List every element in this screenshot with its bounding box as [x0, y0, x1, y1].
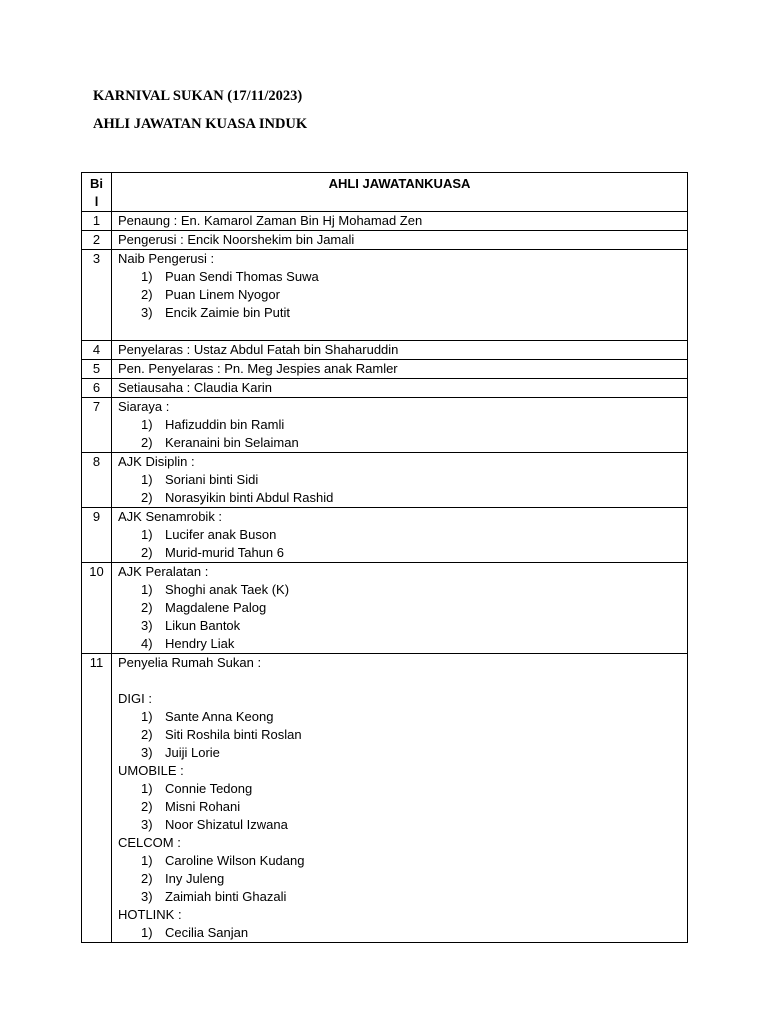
row-text: Setiausaha : Claudia Karin — [112, 379, 688, 398]
table-row — [82, 654, 688, 943]
section-label: AJK Senamrobik : — [118, 509, 223, 524]
row-list — [112, 250, 688, 341]
section-label: Penyelia Rumah Sukan : — [118, 655, 262, 670]
list-item — [118, 434, 687, 452]
row-list — [112, 508, 688, 563]
list-item — [118, 635, 687, 653]
item-number: 1) — [141, 925, 153, 940]
list-item — [118, 780, 687, 798]
row-number: 5 — [82, 360, 112, 379]
list-item — [118, 888, 687, 906]
item-number: 1) — [141, 527, 153, 542]
row-number: 10 — [82, 563, 112, 654]
row-list — [112, 654, 688, 943]
item-number: 2) — [141, 799, 153, 814]
house-label-celcom: CELCOM : — [118, 835, 181, 850]
item-name: Misni Rohani — [165, 799, 241, 814]
list-item — [118, 924, 687, 942]
item-number: 4) — [141, 636, 153, 651]
item-number: 1) — [141, 781, 153, 796]
section-label: AJK Disiplin : — [118, 454, 195, 469]
house-label-umobile: UMOBILE : — [118, 763, 184, 778]
item-number: 2) — [141, 871, 153, 886]
item-name: Noor Shizatul Izwana — [165, 817, 288, 832]
item-name: Magdalene Palog — [165, 600, 267, 615]
header-bil-line2: l — [94, 194, 99, 209]
item-number: 3) — [141, 889, 153, 904]
item-name: Caroline Wilson Kudang — [165, 853, 305, 868]
item-number: 2) — [141, 600, 153, 615]
row-list — [112, 398, 688, 453]
table-row — [82, 341, 688, 360]
list-item — [118, 268, 687, 286]
list-item — [118, 798, 687, 816]
row-number: 3 — [82, 250, 112, 341]
row-text: Pen. Penyelaras : Pn. Meg Jespies anak Ramler — [112, 360, 688, 379]
item-name: Soriani binti Sidi — [165, 472, 259, 487]
item-name: Keranaini bin Selaiman — [165, 435, 299, 450]
item-name: Juiji Lorie — [165, 745, 220, 760]
list-item — [118, 870, 687, 888]
document-title: KARNIVAL SUKAN (17/11/2023) — [93, 88, 303, 104]
item-name: Lucifer anak Buson — [165, 527, 277, 542]
table-header-row — [82, 173, 688, 212]
list-item — [118, 544, 687, 562]
item-name: Shoghi anak Taek (K) — [165, 582, 290, 597]
item-name: Hafizuddin bin Ramli — [165, 417, 285, 432]
table-row — [82, 231, 688, 250]
item-name: Puan Linem Nyogor — [165, 287, 280, 302]
item-number: 2) — [141, 287, 153, 302]
list-item — [118, 416, 687, 434]
item-name: Cecilia Sanjan — [165, 925, 249, 940]
row-text: Penaung : En. Kamarol Zaman Bin Hj Mohamad Zen — [112, 212, 688, 231]
item-name: Encik Zaimie bin Putit — [165, 305, 290, 320]
item-number: 2) — [141, 545, 153, 560]
table-row — [82, 379, 688, 398]
item-number: 2) — [141, 490, 153, 505]
section-label: AJK Peralatan : — [118, 564, 209, 579]
section-label: Siaraya : — [118, 399, 170, 414]
item-number: 1) — [141, 269, 153, 284]
row-number: 1 — [82, 212, 112, 231]
spacer — [118, 322, 687, 340]
list-item — [118, 852, 687, 870]
header-ahli-jawatankuasa: AHLI JAWATANKUASA — [112, 173, 688, 212]
item-name: Murid-murid Tahun 6 — [165, 545, 284, 560]
list-item — [118, 304, 687, 322]
list-item — [118, 708, 687, 726]
item-name: Siti Roshila binti Roslan — [165, 727, 302, 742]
list-item — [118, 744, 687, 762]
section-label: Naib Pengerusi : — [118, 251, 215, 266]
header-bil — [82, 173, 112, 212]
table-row — [82, 250, 688, 341]
row-number: 2 — [82, 231, 112, 250]
table-row — [82, 508, 688, 563]
row-number: 11 — [82, 654, 112, 943]
item-number: 3) — [141, 745, 153, 760]
item-number: 1) — [141, 709, 153, 724]
document-subtitle: AHLI JAWATAN KUASA INDUK — [93, 116, 308, 132]
item-number: 2) — [141, 435, 153, 450]
row-list — [112, 453, 688, 508]
item-number: 1) — [141, 417, 153, 432]
list-item — [118, 726, 687, 744]
list-item — [118, 526, 687, 544]
item-name: Puan Sendi Thomas Suwa — [165, 269, 319, 284]
item-number: 2) — [141, 727, 153, 742]
row-number: 9 — [82, 508, 112, 563]
table-row — [82, 212, 688, 231]
item-number: 1) — [141, 582, 153, 597]
spacer — [118, 672, 687, 690]
table-row — [82, 563, 688, 654]
row-number: 8 — [82, 453, 112, 508]
item-name: Zaimiah binti Ghazali — [165, 889, 287, 904]
list-item — [118, 599, 687, 617]
table-row — [82, 453, 688, 508]
list-item — [118, 286, 687, 304]
table-row — [82, 360, 688, 379]
row-number: 6 — [82, 379, 112, 398]
row-text: Pengerusi : Encik Noorshekim bin Jamali — [112, 231, 688, 250]
row-list — [112, 563, 688, 654]
item-number: 3) — [141, 305, 153, 320]
list-item — [118, 581, 687, 599]
list-item — [118, 489, 687, 507]
item-number: 1) — [141, 853, 153, 868]
list-item — [118, 816, 687, 834]
list-item — [118, 471, 687, 489]
item-name: Hendry Liak — [165, 636, 235, 651]
item-name: Norasyikin binti Abdul Rashid — [165, 490, 334, 505]
table-row — [82, 398, 688, 453]
header-bil-line1: Bi — [90, 176, 103, 191]
item-number: 1) — [141, 472, 153, 487]
house-label-digi: DIGI : — [118, 691, 152, 706]
item-number: 3) — [141, 817, 153, 832]
house-label-hotlink: HOTLINK : — [118, 907, 182, 922]
list-item — [118, 617, 687, 635]
item-number: 3) — [141, 618, 153, 633]
row-number: 7 — [82, 398, 112, 453]
row-number: 4 — [82, 341, 112, 360]
committee-table — [81, 172, 688, 943]
item-name: Iny Juleng — [165, 871, 225, 886]
item-name: Sante Anna Keong — [165, 709, 274, 724]
item-name: Likun Bantok — [165, 618, 241, 633]
row-text: Penyelaras : Ustaz Abdul Fatah bin Shaharuddin — [112, 341, 688, 360]
item-name: Connie Tedong — [165, 781, 253, 796]
